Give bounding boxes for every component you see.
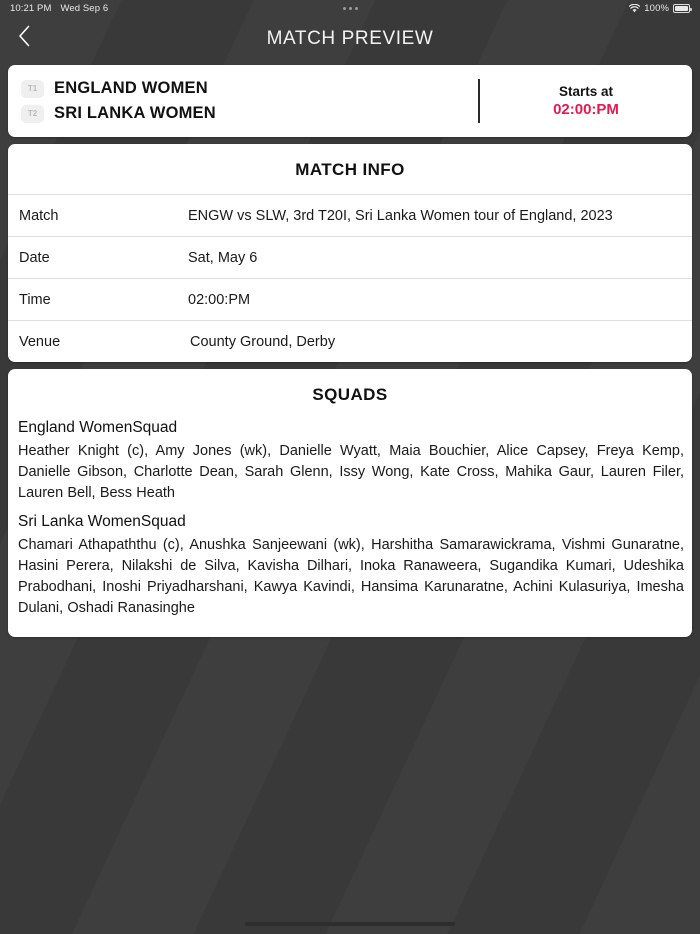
teams-list: [8, 65, 478, 137]
info-value-match: ENGW vs SLW, 3rd T20I, Sri Lanka Women tour of England, 2023: [188, 207, 613, 224]
info-value-time: 02:00:PM: [188, 291, 251, 308]
squads-card: [8, 369, 692, 637]
status-bar: [0, 0, 700, 17]
status-bar-right: [629, 3, 690, 14]
info-label-date: Date: [19, 249, 50, 266]
battery-icon: [673, 4, 690, 13]
starts-at-label: Starts at: [558, 84, 614, 99]
info-label-venue: Venue: [19, 333, 61, 350]
info-label-time: Time: [19, 291, 51, 308]
team2-badge: T2: [21, 105, 44, 123]
status-bar-date: Wed Sep 6: [60, 3, 109, 14]
info-row-date: [8, 236, 692, 278]
teams-card: [8, 65, 692, 137]
team1-badge: T1: [21, 80, 44, 98]
info-row-venue: [8, 320, 692, 362]
status-bar-left: [10, 3, 108, 14]
navigation-bar: [0, 17, 700, 60]
team-row-2: [21, 104, 478, 123]
team2-name: SRI LANKA WOMEN: [54, 104, 216, 122]
team2-squad-heading: Sri Lanka WomenSquad: [18, 513, 186, 531]
wifi-icon: [629, 4, 640, 13]
starts-at-time: 02:00:PM: [553, 101, 619, 118]
info-value-venue: County Ground, Derby: [190, 333, 336, 350]
start-time-block: [480, 65, 692, 137]
team-row-1: [21, 79, 478, 98]
info-value-date: Sat, May 6: [188, 249, 258, 266]
match-info-card: [8, 144, 692, 362]
info-row-match: [8, 194, 692, 236]
team1-squad-heading: England WomenSquad: [18, 419, 178, 436]
info-row-time: [8, 278, 692, 320]
info-label-match: Match: [19, 207, 59, 224]
status-bar-time: 10:21 PM: [10, 3, 52, 14]
home-indicator[interactable]: [245, 922, 455, 926]
squads-title: SQUADS: [312, 385, 388, 404]
battery-percent-label: 100%: [644, 3, 669, 14]
team1-name: ENGLAND WOMEN: [54, 79, 208, 97]
team1-squad-players: Heather Knight (c), Amy Jones (wk), Danielle Wyatt, Maia Bouchier, Alice Capsey, Freya Kemp, Danielle Gibson, Charlotte Dean, Sarah Glenn, Issy Wong, Kate Cross, Mahika Gaur, Lauren Filer, Lauren Bell, Bess Heath: [18, 443, 684, 502]
page-title: MATCH PREVIEW: [266, 27, 434, 49]
team2-squad-players: Chamari Athapaththu (c), Anushka Sanjeewani (wk), Harshitha Samarawickrama, Vishmi Gunaratne, Hasini Perera, Nilakshi de Silva, Kavisha Dilhari, Inoka Ranaweera, Sugandika Kumari, Udeshika Prabodhani, Inoshi Priyadharshani, Kawya Kavindi, Hansima Karunaratne, Achini Kulasuriya, Imesha Dulani, Oshadi Ranasinghe: [18, 537, 684, 617]
match-info-title: MATCH INFO: [295, 160, 405, 179]
back-button[interactable]: [4, 19, 44, 59]
chevron-left-icon: [18, 25, 31, 52]
